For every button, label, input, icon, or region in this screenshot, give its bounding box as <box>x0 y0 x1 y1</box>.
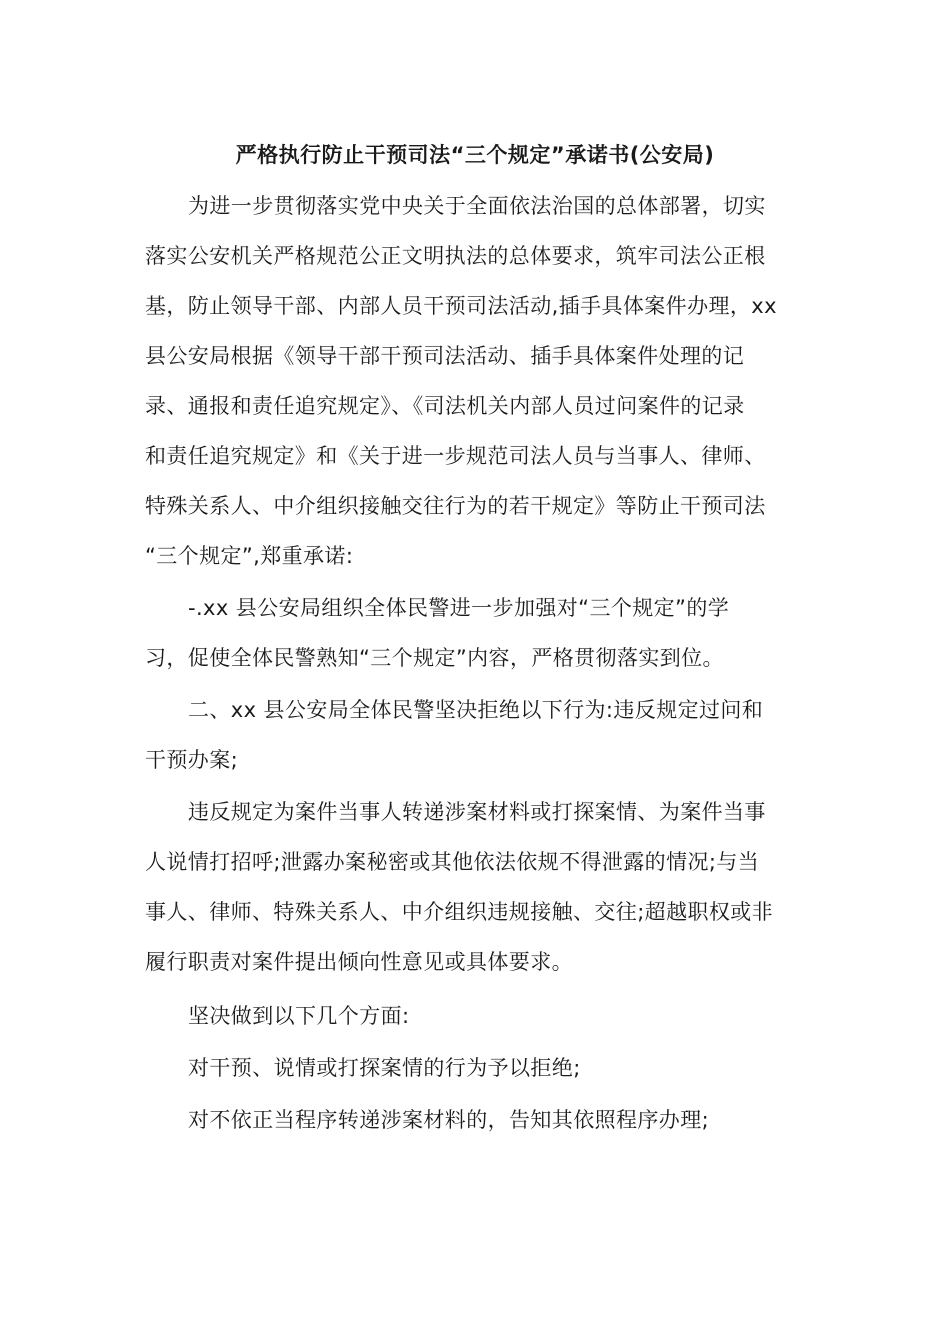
paragraph-line: 对不依正当程序转递涉案材料的，告知其依照程序办理; <box>188 1108 710 1132</box>
paragraph-line: 事人、律师、特殊关系人、中介组织违规接触、交往;超越职权或非 <box>145 900 774 924</box>
paragraph-line: 二、xx 县公安局全体民警坚决拒绝以下行为:违反规定过问和 <box>188 698 764 722</box>
paragraph-line: 录、通报和责任追究规定》、《司法机关内部人员过问案件的记录 <box>145 394 745 418</box>
paragraph-line: 县公安局根据《领导干部干预司法活动、插手具体案件处理的记 <box>145 344 745 368</box>
paragraph-line: 习，促使全体民警熟知“三个规定”内容，严格贯彻落实到位。 <box>145 646 724 670</box>
paragraph-line: “三个规定”,郑重承诺: <box>145 544 354 568</box>
paragraph-line: 对干预、说情或打探案情的行为予以拒绝; <box>188 1056 581 1080</box>
paragraph-line: 特殊关系人、中介组织接触交往行为的若干规定》等防止干预司法 <box>145 494 766 518</box>
paragraph-line: 和责任追究规定》和《关于进一步规范司法人员与当事人、律师、 <box>145 444 766 468</box>
document-title: 严格执行防止干预司法“三个规定”承诺书(公安局) <box>235 143 715 167</box>
paragraph-line: 干预办案; <box>145 748 239 772</box>
paragraph-line: 违反规定为案件当事人转递涉案材料或打探案情、为案件当事 <box>188 800 766 824</box>
paragraph-line: 坚决做到以下几个方面: <box>188 1004 410 1028</box>
paragraph-line: 履行职责对案件提出倾向性意见或具体要求。 <box>145 950 573 974</box>
paragraph-line: 基，防止领导干部、内部人员干预司法活动,插手具体案件办理，xx <box>145 294 777 318</box>
paragraph-line: -.xx 县公安局组织全体民警进一步加强对“三个规定”的学 <box>188 596 730 620</box>
paragraph-line: 人说情打招呼;泄露办案秘密或其他依法依规不得泄露的情况;与当 <box>145 850 760 874</box>
paragraph-line: 为进一步贯彻落实党中央关于全面依法治国的总体部署，切实 <box>188 194 766 218</box>
paragraph-line: 落实公安机关严格规范公正文明执法的总体要求，筑牢司法公正根 <box>145 244 766 268</box>
